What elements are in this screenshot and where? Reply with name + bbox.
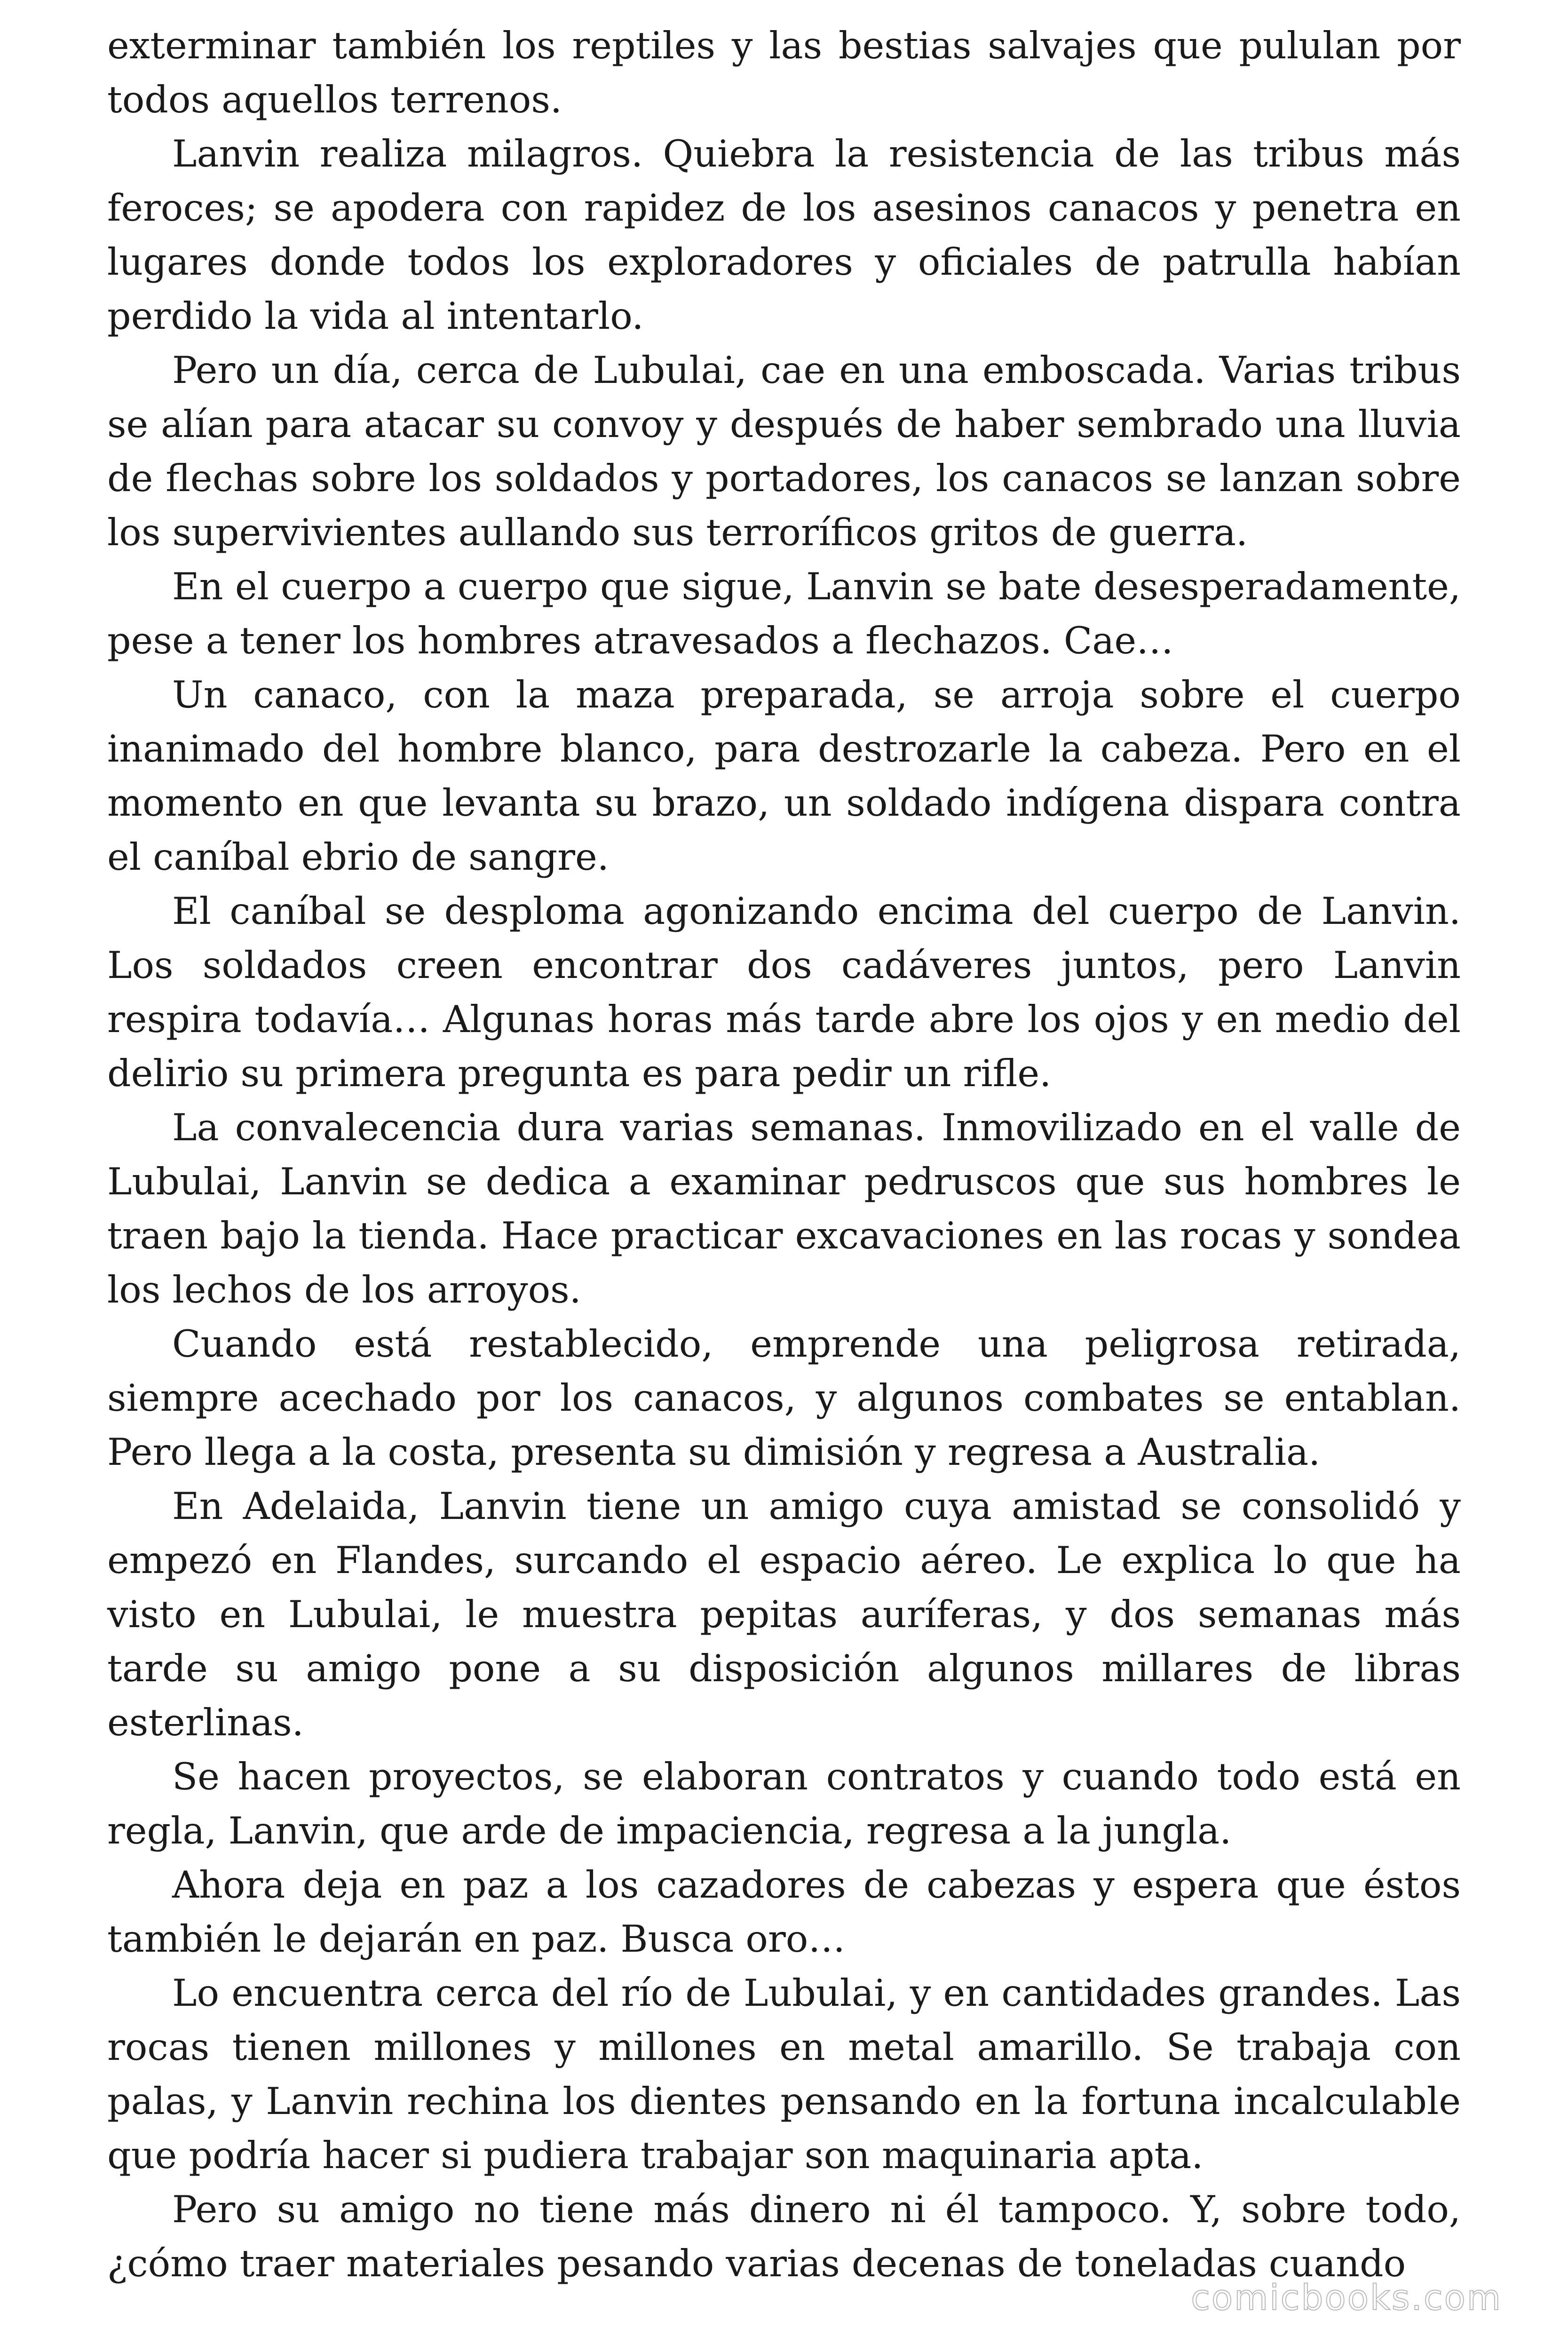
paragraph-7: La convalecencia dura varias semanas. Inmovilizado en el valle de Lubulai, Lanvin se dedica a examinar pedruscos que sus hombres le traen bajo la tienda. Hace practicar excavaciones en las rocas y sondea los lechos de los arroyos. — [107, 1106, 1461, 1311]
watermark: comicbooks.com — [1191, 2278, 1502, 2318]
paragraph-8: Cuando está restablecido, emprende una peligrosa retirada, siempre acechado por los canacos, y algunos combates se entablan. Pero llega a la costa, presenta su dimisión y regresa a Australia. — [107, 1322, 1461, 1474]
paragraph-9: En Adelaida, Lanvin tiene un amigo cuya amistad se consolidó y empezó en Flandes, surcando el espacio aéreo. Le explica lo que ha visto en Lubulai, le muestra pepitas auríferas, y dos semanas más tarde su amigo pone a su disposición algunos millares de libras esterlinas. — [107, 1485, 1461, 1744]
paragraph-10: Se hacen proyectos, se elaboran contratos y cuando todo está en regla, Lanvin, que arde de impaciencia, regresa a la jungla. — [107, 1755, 1461, 1852]
paragraph-11: Ahora deja en paz a los cazadores de cabezas y espera que éstos también le dejarán en paz. Busca oro… — [107, 1863, 1461, 1961]
paragraph-13: Pero su amigo no tiene más dinero ni él tampoco. Y, sobre todo, ¿cómo traer materiales pesando varias decenas de toneladas cuando — [107, 2188, 1461, 2285]
paragraph-1: exterminar también los reptiles y las bestias salvajes que pululan por todos aquellos terrenos. — [107, 24, 1461, 121]
paragraph-4: En el cuerpo a cuerpo que sigue, Lanvin se bate desesperadamente, pese a tener los hombres atravesados a flechazos. Cae… — [107, 565, 1461, 662]
paragraph-3: Pero un día, cerca de Lubulai, cae en una emboscada. Varias tribus se alían para atacar su convoy y después de haber sembrado una lluvia de flechas sobre los soldados y portadores, los canacos se lanzan sobre los supervivientes aullando sus terroríficos gritos de guerra. — [107, 349, 1461, 554]
paragraph-5: Un canaco, con la maza preparada, se arroja sobre el cuerpo inanimado del hombre blanco, para destrozarle la cabeza. Pero en el momento en que levanta su brazo, un soldado indígena dispara contra el caníbal ebrio de sangre. — [107, 673, 1461, 879]
paragraph-12: Lo encuentra cerca del río de Lubulai, y en cantidades grandes. Las rocas tienen millones y millones en metal amarillo. Se trabaja con palas, y Lanvin rechina los dientes pensando en la fortuna incalculable que podría hacer si pudiera trabajar son maquinaria apta. — [107, 1971, 1461, 2177]
paragraph-2: Lanvin realiza milagros. Quiebra la resistencia de las tribus más feroces; se apodera con rapidez de los asesinos canacos y penetra en lugares donde todos los exploradores y oficiales de patrulla habían perdido la vida al intentarlo. — [107, 132, 1461, 338]
page-body — [107, 19, 1461, 2291]
paragraph-6: El caníbal se desploma agonizando encima del cuerpo de Lanvin. Los soldados creen encontrar dos cadáveres juntos, pero Lanvin respira todavía… Algunas horas más tarde abre los ojos y en medio del delirio su primera pregunta es para pedir un rifle. — [107, 890, 1461, 1095]
